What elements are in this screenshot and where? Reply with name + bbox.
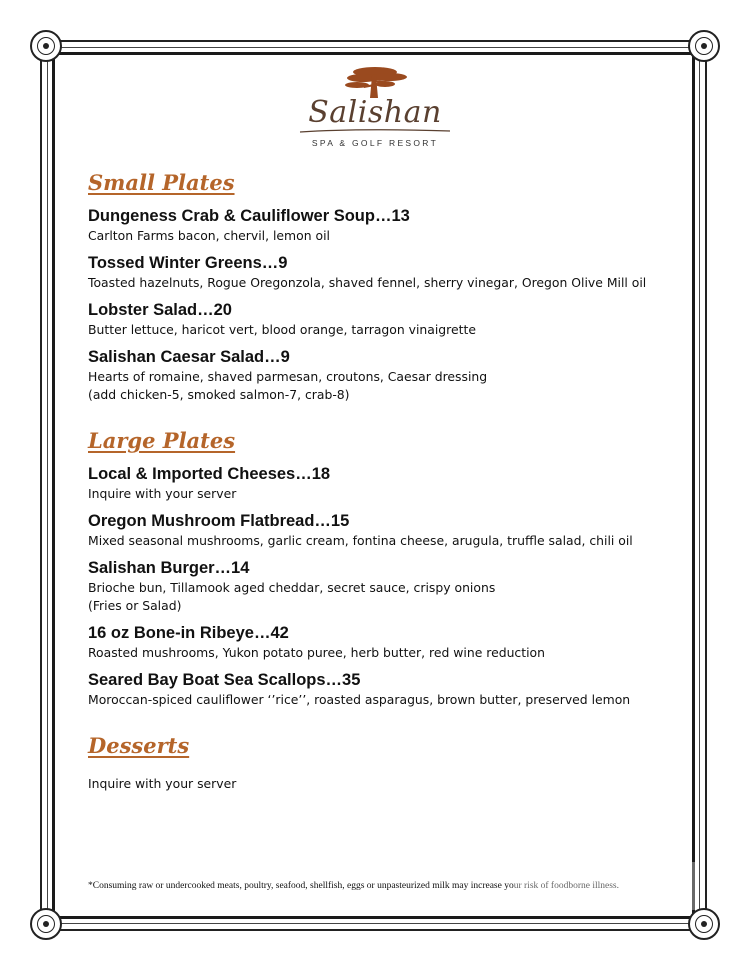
menu-item	[88, 511, 668, 550]
menu-item	[88, 300, 668, 339]
menu-content	[88, 168, 668, 793]
menu-item-name: Salishan Caesar Salad…9	[88, 348, 290, 366]
menu-item-desc: Toasted hazelnuts, Rogue Oregonzola, shaved fennel, sherry vinegar, Oregon Olive Mill oil	[88, 275, 647, 290]
menu-item-desc: Moroccan-spiced cauliflower ‘’rice’’, roasted asparagus, brown butter, preserved lemon	[88, 692, 631, 707]
menu-item-desc: Butter lettuce, haricot vert, blood orange, tarragon vinaigrette	[88, 322, 476, 337]
section-desserts	[88, 731, 668, 793]
menu-item-name: Lobster Salad…20	[88, 301, 232, 319]
corner-ornament-icon	[30, 30, 62, 62]
section-large-plates	[88, 426, 668, 709]
menu-item-addon: (Fries or Salad)	[88, 598, 182, 613]
menu-item-name: Tossed Winter Greens…9	[88, 254, 288, 272]
section-title: Small Plates	[88, 170, 235, 195]
menu-item-desc: Roasted mushrooms, Yukon potato puree, herb butter, red wine reduction	[88, 645, 545, 660]
menu-item-desc: Inquire with your server	[88, 486, 237, 501]
consumer-advisory-footnote: *Consuming raw or undercooked meats, poultry, seafood, shellfish, eggs or unpasteurized milk may increase your risk of foodborne illness.	[88, 881, 619, 891]
section-title: Large Plates	[88, 428, 236, 453]
corner-ornament-icon	[688, 30, 720, 62]
menu-item-name: Salishan Burger…14	[88, 559, 250, 577]
menu-item	[88, 464, 668, 503]
desserts-note: Inquire with your server	[88, 776, 237, 791]
logo-subtitle: SPA & GOLF RESORT	[311, 138, 439, 148]
section-small-plates	[88, 168, 668, 404]
menu-item-desc: Mixed seasonal mushrooms, garlic cream, fontina cheese, arugula, truffle salad, chili oil	[88, 533, 633, 548]
menu-item	[88, 623, 668, 662]
watermark-overlay	[514, 862, 696, 910]
menu-item	[88, 558, 668, 615]
menu-item-desc: Hearts of romaine, shaved parmesan, croutons, Caesar dressing	[88, 369, 488, 384]
corner-ornament-icon	[688, 908, 720, 940]
menu-item	[88, 347, 668, 404]
corner-ornament-icon	[30, 908, 62, 940]
menu-item	[88, 670, 668, 709]
logo-swash-icon	[298, 126, 452, 136]
section-title: Desserts	[88, 733, 190, 758]
menu-item-name: Local & Imported Cheeses…18	[88, 465, 331, 483]
menu-item-name: Seared Bay Boat Sea Scallops…35	[88, 671, 361, 689]
menu-item-desc: Carlton Farms bacon, chervil, lemon oil	[88, 228, 330, 243]
logo-name: Salishan	[308, 95, 442, 130]
menu-item-addon: (add chicken-5, smoked salmon-7, crab-8)	[88, 387, 350, 402]
menu-item-name: 16 oz Bone-in Ribeye…42	[88, 624, 289, 642]
menu-item-name: Oregon Mushroom Flatbread…15	[88, 512, 350, 530]
menu-item-desc: Brioche bun, Tillamook aged cheddar, secret sauce, crispy onions	[88, 580, 496, 595]
menu-item	[88, 206, 668, 245]
menu-item-name: Dungeness Crab & Cauliflower Soup…13	[88, 207, 410, 225]
resort-logo	[290, 64, 460, 154]
menu-item	[88, 253, 668, 292]
